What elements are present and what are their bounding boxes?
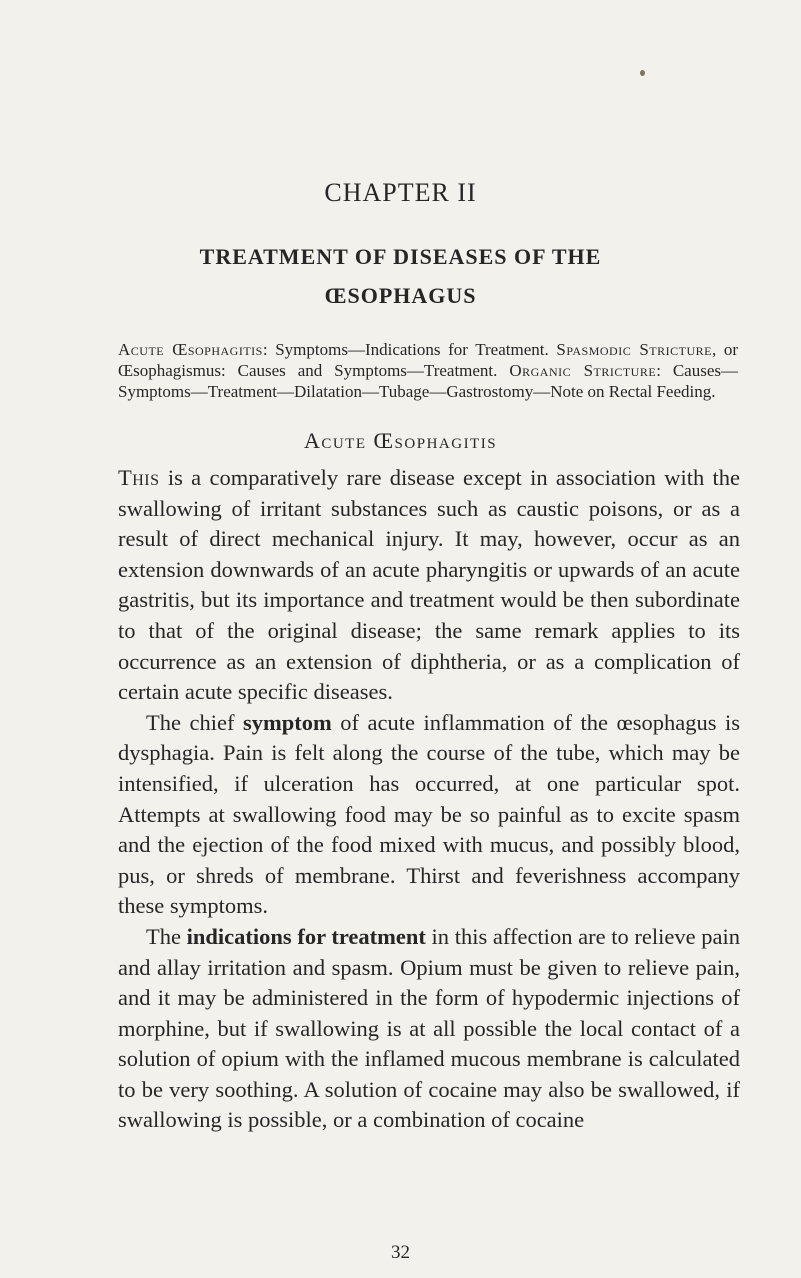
section-heading: Acute Œsophagitis: [303, 428, 498, 453]
paragraph-2-pre: The chief: [146, 709, 243, 735]
summary-topic-spasmodic: Spasmodic Stricture: [556, 340, 712, 359]
chapter-title-line1: TREATMENT OF DISEASES OF THE: [199, 244, 602, 269]
paragraph-2-text: of acute inflammation of the œsophagus is dysphagia. Pain is felt along the course of the tube, which may be intensified, if ulceration has occurred, at one particular spot. Attempts at swallowing food may be so painful as to excite spasm and the ejection of the food mixed with mucus, and possibly blood, pus, or shreds of membrane. Thirst and feverishness accompany these symptoms.: [118, 709, 740, 919]
summary-text-acute: : Symptoms—Indications for Treatment.: [262, 340, 549, 359]
paragraph-1-text: is a comparatively rare disease except in association with the swallowing of irritant substances such as caustic poisons, or as a result of direct mechanical injury. It may, however, occur as an extension downwards of an acute pharyngitis or upwards of an acute gastritis, but its importance and treatment would be then subordinate to that of the original disease; the same remark applies to its occurrence as an extension of diphtheria, or as a complication of certain acute specific diseases.: [118, 465, 740, 705]
summary-text-spasmodic: , or Œsophagismus: Causes and Symptoms—Treatment.: [118, 340, 738, 380]
paragraph-3-text: in this affection are to relieve pain and allay irritation and spasm. Opium must be given to relieve pain, and it may be administered in the form of hypodermic injections of morphine, but if swallowing is at all possible the local contact of a solution of opium with the inflamed mucous membrane is calculated to be very soothing. A solution of cocaine may also be swallowed, if swallowing is possible, or a combination of cocaine: [118, 923, 741, 1133]
chapter-heading: CHAPTER II: [324, 178, 477, 207]
paragraph-1: [118, 463, 740, 708]
paper-speck: [640, 70, 645, 76]
page-number: 32: [391, 1242, 410, 1263]
paragraph-2: [118, 708, 740, 922]
summary-topic-organic: Organic Stricture: [509, 361, 657, 380]
paragraph-3-keyword: indications for treatment: [186, 923, 426, 949]
paragraph-3-pre: The: [146, 923, 187, 949]
summary-topic-acute: Acute Œsophagitis: [118, 340, 263, 359]
chapter-summary: [118, 339, 738, 402]
paragraph-3: [118, 922, 740, 1136]
summary-text-organic: : Causes—Symptoms—Treatment—Dilatation—Tubage—Gastrostomy—Note on Rectal Feeding.: [118, 361, 738, 401]
body-text: [118, 463, 740, 1136]
paragraph-2-keyword: symptom: [242, 709, 332, 735]
chapter-title-line2: ŒSOPHAGUS: [324, 283, 477, 308]
paragraph-1-lead: This: [118, 465, 160, 490]
